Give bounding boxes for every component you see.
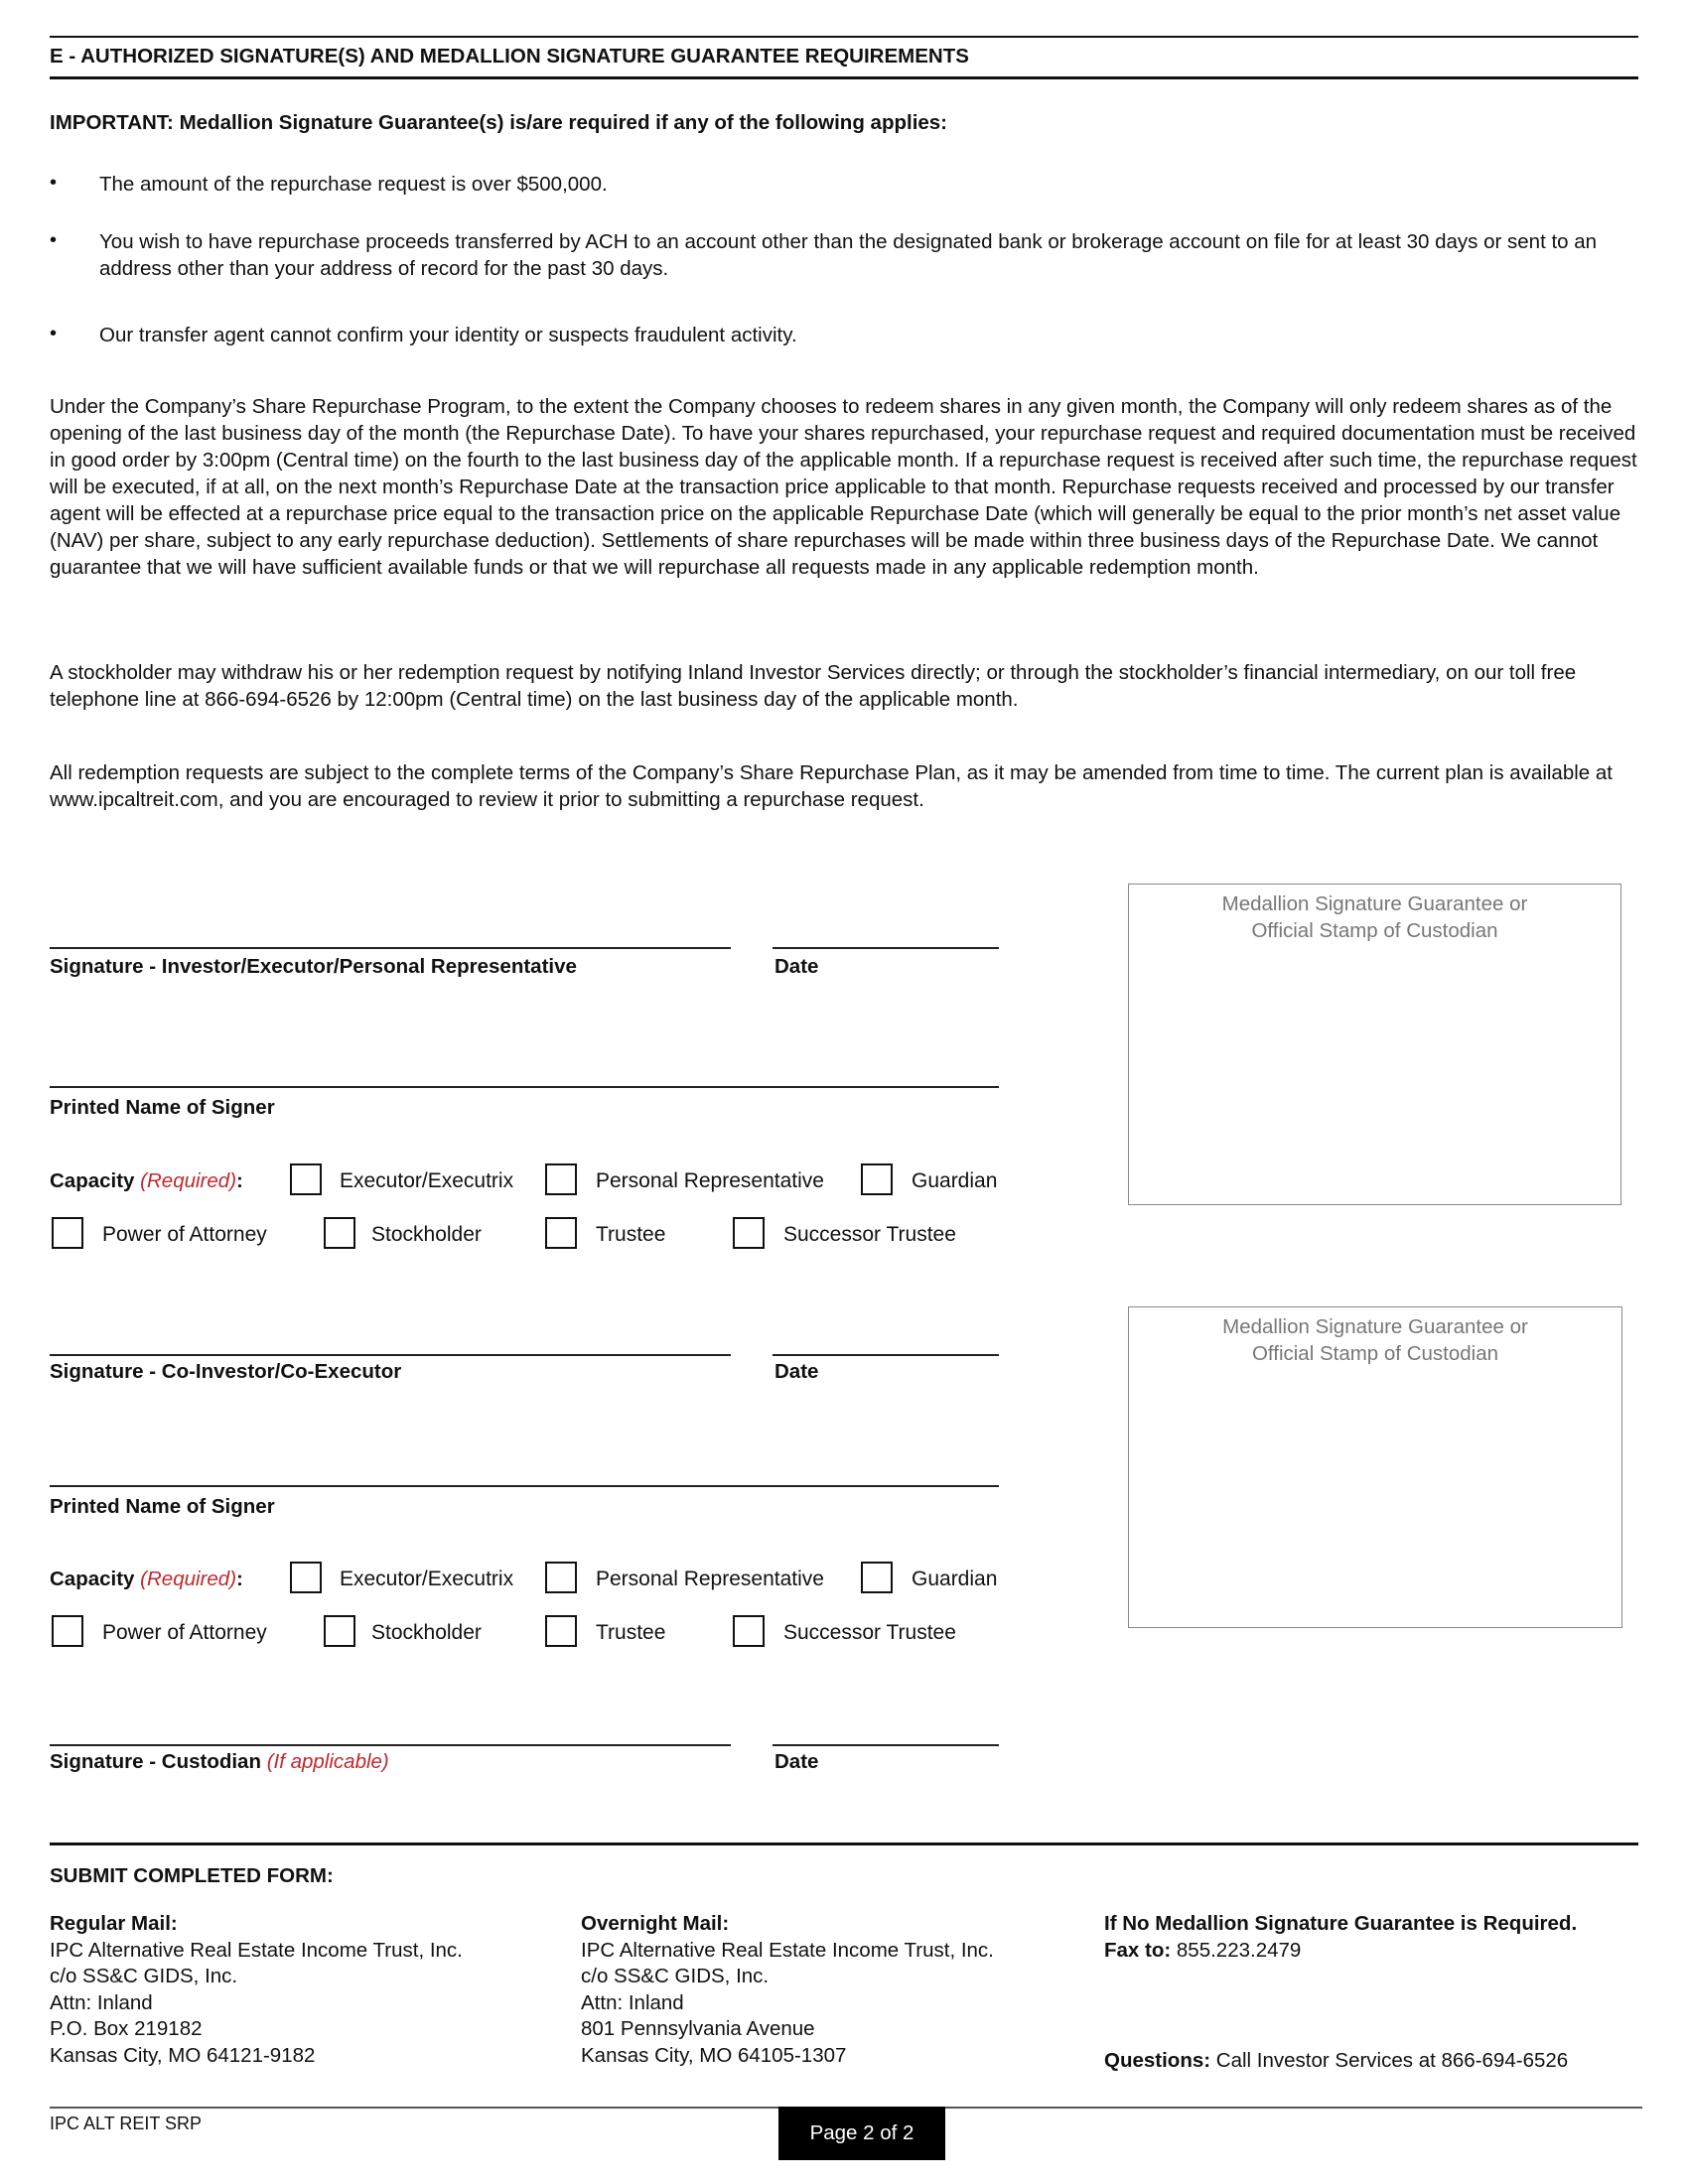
option-executor-2: Executor/Executrix bbox=[340, 1568, 514, 1590]
fax-block bbox=[1104, 1911, 1577, 1964]
date-label-custodian: Date bbox=[774, 1750, 819, 1773]
medallion-stamp-box-2[interactable] bbox=[1128, 1306, 1622, 1628]
top-rule bbox=[50, 36, 1638, 38]
section-title: E - AUTHORIZED SIGNATURE(S) AND MEDALLION SIGNATURE GUARANTEE REQUIREMENTS bbox=[50, 45, 969, 68]
fax-heading: If No Medallion Signature Guarantee is Required. bbox=[1104, 1912, 1578, 1935]
bullet-marker: • bbox=[50, 172, 58, 194]
option-poa-1: Power of Attorney bbox=[102, 1223, 267, 1246]
bullet-marker: • bbox=[50, 229, 58, 251]
overnight-mail-line: IPC Alternative Real Estate Income Trust, Inc. bbox=[581, 1938, 994, 1962]
questions-line bbox=[1104, 2048, 1568, 2075]
required-note: (Required) bbox=[140, 1169, 237, 1192]
date-line-co-investor[interactable] bbox=[773, 1354, 999, 1356]
checkbox-successor-trustee-1[interactable] bbox=[733, 1217, 765, 1249]
submit-rule bbox=[50, 1843, 1638, 1845]
important-notice: IMPORTANT: Medallion Signature Guarantee(s) is/are required if any of the following applies: bbox=[50, 111, 948, 134]
signature-line-investor[interactable] bbox=[50, 947, 731, 949]
printed-name-line-2[interactable] bbox=[50, 1485, 999, 1487]
signature-label-custodian bbox=[50, 1750, 389, 1774]
bullet-marker: • bbox=[50, 323, 58, 344]
checkbox-stockholder-2[interactable] bbox=[324, 1615, 355, 1647]
overnight-mail-line: Kansas City, MO 64105-1307 bbox=[581, 2043, 847, 2067]
option-stockholder-1: Stockholder bbox=[371, 1223, 482, 1246]
bullet-item: Our transfer agent cannot confirm your identity or suspects fraudulent activity. bbox=[99, 324, 797, 346]
terms-paragraph: All redemption requests are subject to the complete terms of the Company’s Share Repurchase Plan, as it may be amended from time to time. The current plan is available at www.ipcaltreit.com, and you are encouraged to review it prior to submitting a repurchase request. bbox=[50, 761, 1613, 811]
fax-label: Fax to: bbox=[1104, 1938, 1172, 1962]
option-executor-1: Executor/Executrix bbox=[340, 1169, 514, 1192]
medallion-stamp-box-1[interactable] bbox=[1128, 884, 1621, 1205]
stamp-line-2: Official Stamp of Custodian bbox=[1251, 1342, 1499, 1365]
checkbox-personal-rep-1[interactable] bbox=[545, 1163, 577, 1195]
option-trustee-2: Trustee bbox=[596, 1621, 666, 1644]
repurchase-program-paragraph: Under the Company’s Share Repurchase Program, to the extent the Company chooses to redeem shares in any given month, the Company will only redeem shares as of the opening of the last business day of the month (the Repurchase Date). To have your shares repurchased, your repurchase request and required documentation must be received in good order by 3:00pm (Central time) on the fourth to the last business day of the applicable month. If a repurchase request is received after such time, the repurchase request will be executed, if at all, on the next month’s Repurchase Date at the transaction price applicable to that month. Repurchase requests received and processed by our transfer agent will be effected at a repurchase price equal to the transaction price on the applicable Repurchase Date (which will generally be equal to the prior month’s net asset value (NAV) per share, subject to any early repurchase deduction). Settlements of share repurchases will be made within three business days of the Repurchase Date. We cannot guarantee that we will have sufficient available funds or that we will repurchase all requests made in any applicable redemption month. bbox=[50, 395, 1637, 579]
checkbox-trustee-2[interactable] bbox=[545, 1615, 577, 1647]
checkbox-executor-1[interactable] bbox=[290, 1163, 322, 1195]
option-poa-2: Power of Attorney bbox=[102, 1621, 267, 1644]
form-id: IPC ALT REIT SRP bbox=[50, 2114, 203, 2133]
option-personal-rep-1: Personal Representative bbox=[596, 1169, 824, 1192]
printed-name-line-1[interactable] bbox=[50, 1086, 999, 1088]
checkbox-poa-2[interactable] bbox=[52, 1615, 83, 1647]
printed-name-label-2: Printed Name of Signer bbox=[50, 1495, 275, 1518]
option-guardian-2: Guardian bbox=[912, 1568, 998, 1590]
checkbox-poa-1[interactable] bbox=[52, 1217, 83, 1249]
date-line-investor[interactable] bbox=[773, 947, 999, 949]
signature-label-investor: Signature - Investor/Executor/Personal Representative bbox=[50, 955, 577, 978]
option-guardian-1: Guardian bbox=[912, 1169, 998, 1192]
date-label-co-investor: Date bbox=[774, 1360, 819, 1383]
date-line-custodian[interactable] bbox=[773, 1744, 999, 1746]
regular-mail-line: P.O. Box 219182 bbox=[50, 2017, 203, 2040]
overnight-mail-heading: Overnight Mail: bbox=[581, 1912, 730, 1935]
regular-mail-line: IPC Alternative Real Estate Income Trust, Inc. bbox=[50, 1938, 463, 1962]
checkbox-personal-rep-2[interactable] bbox=[545, 1562, 577, 1593]
capacity-label-1 bbox=[50, 1169, 243, 1193]
page-number: Page 2 of 2 bbox=[778, 2107, 945, 2160]
capacity-colon: : bbox=[236, 1169, 243, 1192]
checkbox-executor-2[interactable] bbox=[290, 1562, 322, 1593]
signature-line-co-investor[interactable] bbox=[50, 1354, 731, 1356]
withdraw-paragraph: A stockholder may withdraw his or her redemption request by notifying Inland Investor Services directly; or through the stockholder’s financial intermediary, on our toll free telephone line at 866-694-6526 by 12:00pm (Central time) on the last business day of the applicable month. bbox=[50, 661, 1577, 711]
overnight-mail-line: 801 Pennsylvania Avenue bbox=[581, 2017, 815, 2040]
regular-mail-line: Attn: Inland bbox=[50, 1990, 153, 2014]
overnight-mail-line: Attn: Inland bbox=[581, 1990, 684, 2014]
checkbox-trustee-1[interactable] bbox=[545, 1217, 577, 1249]
if-applicable-note: (If applicable) bbox=[266, 1750, 389, 1773]
regular-mail-heading: Regular Mail: bbox=[50, 1912, 178, 1935]
questions-label: Questions: bbox=[1104, 2049, 1211, 2072]
option-successor-trustee-1: Successor Trustee bbox=[783, 1223, 956, 1246]
capacity-text: Capacity bbox=[50, 1169, 135, 1192]
bullet-item: You wish to have repurchase proceeds transferred by ACH to an account other than the designated bank or brokerage account on file for at least 30 days or sent to an address other than your address of record for the past 30 days. bbox=[99, 230, 1598, 280]
overnight-mail-block bbox=[581, 1911, 994, 2069]
signature-line-custodian[interactable] bbox=[50, 1744, 731, 1746]
stamp-line-1: Medallion Signature Guarantee or bbox=[1221, 892, 1528, 915]
capacity-text: Capacity bbox=[50, 1568, 135, 1590]
checkbox-stockholder-1[interactable] bbox=[324, 1217, 355, 1249]
signature-label-co-investor: Signature - Co-Investor/Co-Executor bbox=[50, 1360, 402, 1383]
custodian-label-text: Signature - Custodian bbox=[50, 1750, 261, 1773]
option-personal-rep-2: Personal Representative bbox=[596, 1568, 824, 1590]
checkbox-guardian-1[interactable] bbox=[861, 1163, 893, 1195]
printed-name-label-1: Printed Name of Signer bbox=[50, 1096, 275, 1119]
capacity-label-2 bbox=[50, 1568, 243, 1591]
checkbox-guardian-2[interactable] bbox=[861, 1562, 893, 1593]
regular-mail-line: Kansas City, MO 64121-9182 bbox=[50, 2043, 316, 2067]
required-note: (Required) bbox=[140, 1568, 237, 1590]
capacity-colon: : bbox=[236, 1568, 243, 1590]
stamp-line-2: Official Stamp of Custodian bbox=[1251, 919, 1498, 942]
option-stockholder-2: Stockholder bbox=[371, 1621, 482, 1644]
fax-number: 855.223.2479 bbox=[1176, 1938, 1302, 1962]
submit-heading: SUBMIT COMPLETED FORM: bbox=[50, 1864, 334, 1887]
date-label-investor: Date bbox=[774, 955, 819, 978]
title-underline bbox=[50, 76, 1638, 79]
stamp-line-1: Medallion Signature Guarantee or bbox=[1222, 1315, 1528, 1338]
fax-line bbox=[1104, 1938, 1577, 1965]
questions-text: Call Investor Services at 866-694-6526 bbox=[1215, 2049, 1569, 2072]
bullet-item: The amount of the repurchase request is over $500,000. bbox=[99, 173, 608, 196]
regular-mail-line: c/o SS&C GIDS, Inc. bbox=[50, 1965, 238, 1987]
option-successor-trustee-2: Successor Trustee bbox=[783, 1621, 956, 1644]
option-trustee-1: Trustee bbox=[596, 1223, 666, 1246]
overnight-mail-line: c/o SS&C GIDS, Inc. bbox=[581, 1965, 770, 1987]
checkbox-successor-trustee-2[interactable] bbox=[733, 1615, 765, 1647]
regular-mail-block bbox=[50, 1911, 463, 2069]
